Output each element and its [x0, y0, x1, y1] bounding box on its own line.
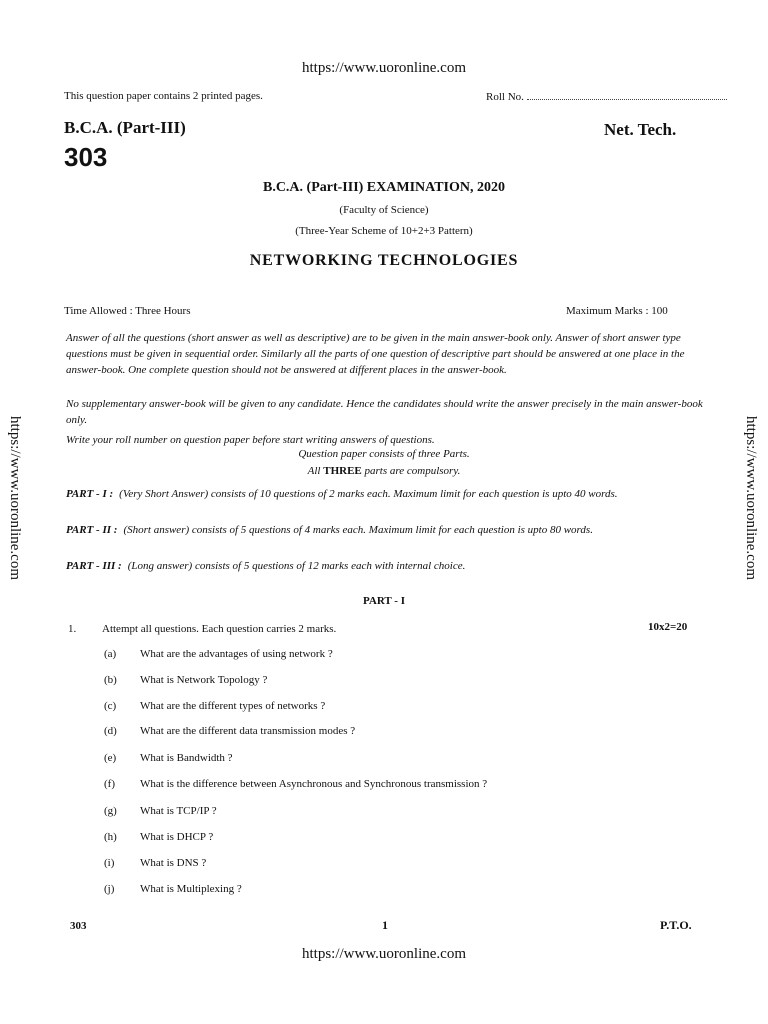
course-name: B.C.A. (Part-III): [64, 118, 186, 137]
sub-question-letter: (h): [104, 831, 117, 843]
part-label: PART - I :: [66, 488, 114, 500]
sub-question-text: What is TCP/IP ?: [140, 805, 217, 817]
sub-question-text: What is Network Topology ?: [140, 674, 268, 686]
paper-title: NETWORKING TECHNOLOGIES: [249, 252, 519, 269]
sub-question-letter: (d): [104, 725, 117, 737]
sub-question: [104, 752, 233, 764]
subject-short-name: Net. Tech.: [604, 120, 677, 139]
sub-question-letter: (a): [104, 648, 117, 660]
sub-question-text: What is DHCP ?: [140, 831, 214, 843]
footer-page-number: 1: [382, 918, 388, 932]
parts-count-line: Question paper consists of three Parts.: [298, 448, 470, 460]
sub-question-letter: (j): [104, 883, 115, 895]
sub-question-text: What is Multiplexing ?: [140, 883, 242, 895]
sub-question-letter: (i): [104, 857, 115, 869]
footer-pto: P.T.O.: [660, 918, 692, 932]
compulsory-line: [0, 465, 768, 477]
watermark-url-top: https://www.uoronline.com: [301, 60, 466, 76]
part-two-description: [66, 522, 706, 539]
sub-question: [104, 778, 487, 790]
part-label: PART - III :: [66, 560, 122, 572]
part-label: PART - II :: [66, 524, 118, 536]
scheme-line: (Three-Year Scheme of 10+2+3 Pattern): [295, 225, 473, 237]
maximum-marks: Maximum Marks : 100: [566, 305, 668, 317]
section-heading: PART - I: [363, 595, 405, 607]
question-number: 1.: [68, 623, 77, 635]
part-text: (Short answer) consists of 5 questions of 4 marks each. Maximum limit for each question is upto 80 words.: [123, 524, 593, 536]
faculty-line: (Faculty of Science): [339, 204, 429, 216]
compulsory-suffix: parts are compulsory.: [364, 465, 461, 477]
part-one-description: [66, 486, 706, 503]
sub-question: [104, 725, 355, 737]
question-marks: 10x2=20: [648, 621, 688, 633]
sub-question-letter: (b): [104, 674, 117, 686]
instruction-answer-book: Answer of all the questions (short answer as well as descriptive) are to be given in the main answer-book only. Answer of short answer type questions must be given in sequential order. Similarly all the parts of one question of descriptive part should be answered at one place in the answer-book. One complete question should not be answered at different places in the answer-book.: [66, 332, 685, 376]
sub-question-text: What is Bandwidth ?: [140, 752, 233, 764]
sub-question: [104, 831, 213, 843]
sub-question-letter: (g): [104, 805, 117, 817]
roll-number-field: [486, 90, 727, 103]
footer-paper-code: 303: [70, 920, 87, 932]
sub-question: [104, 700, 325, 712]
sub-question-letter: (c): [104, 700, 117, 712]
sub-question: [104, 648, 333, 660]
exam-title: B.C.A. (Part-III) EXAMINATION, 2020: [262, 180, 505, 195]
pages-notice: This question paper contains 2 printed pages.: [64, 90, 263, 102]
roll-number-label: Roll No.: [486, 91, 524, 103]
time-allowed: Time Allowed : Three Hours: [64, 305, 191, 317]
watermark-url-bottom: https://www.uoronline.com: [301, 946, 466, 962]
roll-number-line: [527, 90, 727, 100]
compulsory-prefix: All: [307, 465, 321, 477]
part-three-description: [66, 558, 706, 575]
instruction-roll-number: Write your roll number on question paper before start writing answers of questions.: [66, 434, 435, 446]
sub-question-text: What are the different types of networks ?: [140, 700, 326, 712]
sub-question-text: What is the difference between Asynchronous and Synchronous transmission ?: [140, 778, 488, 790]
part-text: (Very Short Answer) consists of 10 questions of 2 marks each. Maximum limit for each question is upto 40 words.: [119, 488, 618, 500]
sub-question: [104, 674, 267, 686]
question-text: Attempt all questions. Each question carries 2 marks.: [102, 623, 337, 635]
sub-question-text: What are the advantages of using network ?: [140, 648, 333, 660]
compulsory-emphasis: THREE: [323, 465, 362, 477]
instruction-supplementary: No supplementary answer-book will be given to any candidate. Hence the candidates should write the answer precisely in the main answer-book only.: [66, 398, 703, 426]
sub-question: [104, 805, 217, 817]
watermark-url-left: https://www.uoronline.com: [7, 416, 23, 581]
part-text: (Long answer) consists of 5 questions of 12 marks each with internal choice.: [127, 560, 466, 572]
sub-question-text: What is DNS ?: [140, 857, 207, 869]
paper-code: 303: [64, 142, 108, 172]
sub-question-letter: (e): [104, 752, 117, 764]
watermark-url-right: https://www.uoronline.com: [743, 416, 759, 581]
sub-question: [104, 883, 242, 895]
sub-question-letter: (f): [104, 778, 115, 790]
sub-question: [104, 857, 206, 869]
sub-question-text: What are the different data transmission modes ?: [140, 725, 356, 737]
